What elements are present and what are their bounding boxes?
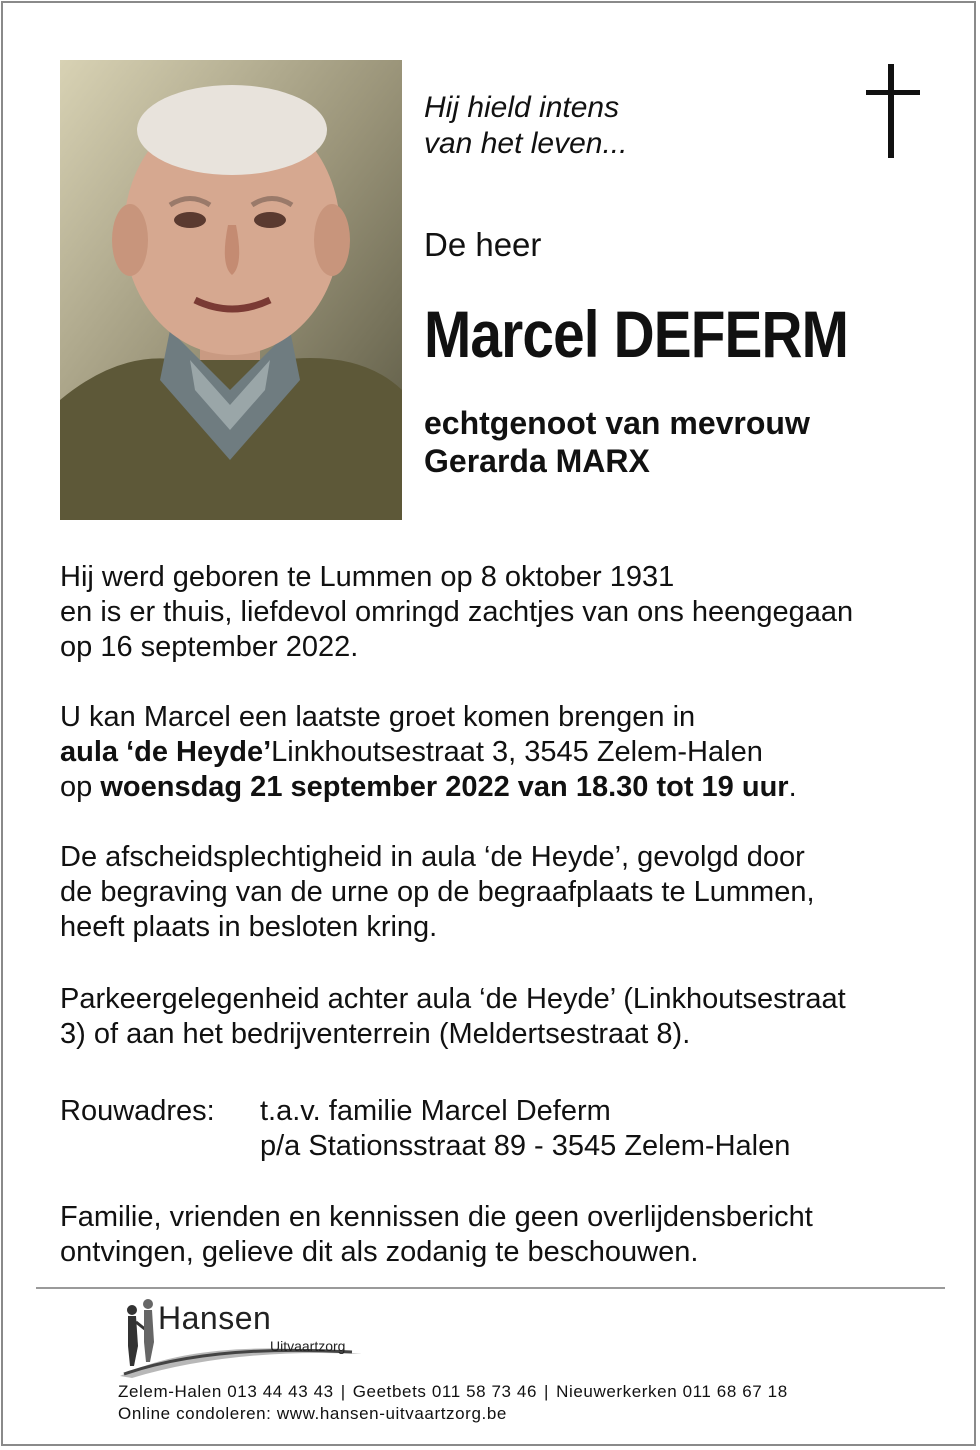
cross-icon	[862, 60, 922, 160]
mourning-address-line-2: p/a Stationsstraat 89 - 3545 Zelem-Halen	[260, 1130, 791, 1162]
date-suffix: .	[788, 771, 797, 803]
phone-geetbets: Geetbets 011 58 73 46	[352, 1382, 538, 1401]
contact-info	[118, 1381, 788, 1425]
closing-line-1: Familie, vrienden en kennissen die geen overlijdensbericht	[60, 1201, 813, 1233]
tagline-line-1: Hij hield intens	[424, 91, 620, 124]
title-prefix: De heer	[424, 226, 542, 263]
logo-subtitle: Uitvaartzorg	[270, 1338, 346, 1354]
venue-address: Linkhoutsestraat 3, 3545 Zelem-Halen	[271, 736, 763, 768]
spouse-line-1: echtgenoot van mevrouw	[424, 405, 810, 441]
visit-date: woensdag 21 september 2022 van 18.30 tot 19 uur	[100, 771, 789, 803]
logo-name: Hansen	[158, 1300, 272, 1336]
separator: |	[340, 1382, 346, 1401]
parking-line-1: Parkeergelegenheid achter aula ‘de Heyde’ (Linkhoutsestraat	[60, 983, 846, 1015]
visit-line-2	[60, 735, 920, 770]
deceased-name: Marcel DEFERM	[424, 297, 849, 371]
birth-line-3: op 16 september 2022.	[60, 631, 359, 663]
visit-line-3	[60, 770, 920, 805]
date-prefix: op	[60, 771, 101, 803]
online-condolence-link[interactable]: Online condoleren: www.hansen-uitvaartzorg.be	[118, 1404, 507, 1423]
footer-divider	[36, 1287, 945, 1289]
parking-paragraph	[60, 982, 920, 1052]
visit-line-1: U kan Marcel een laatste groet komen brengen in	[60, 701, 696, 733]
spouse-info	[424, 404, 810, 480]
mourning-address-label: Rouwadres:	[60, 1095, 215, 1127]
phone-nieuwerkerken: Nieuwerkerken 011 68 67 18	[556, 1382, 788, 1401]
closing-paragraph	[60, 1200, 920, 1270]
birth-line-2: en is er thuis, liefdevol omringd zachtjes van ons heengegaan	[60, 596, 854, 628]
tagline-line-2: van het leven...	[424, 127, 628, 160]
closing-line-2: ontvingen, gelieve dit als zodanig te beschouwen.	[60, 1236, 699, 1268]
mourning-address-value	[260, 1094, 790, 1164]
spouse-line-2: Gerarda MARX	[424, 443, 650, 479]
visit-paragraph	[60, 700, 920, 805]
ceremony-line-1: De afscheidsplechtigheid in aula ‘de Heyde’, gevolgd door	[60, 841, 805, 873]
ceremony-paragraph	[60, 840, 920, 945]
venue-name: aula ‘de Heyde’	[60, 736, 272, 768]
parking-line-2: 3) of aan het bedrijventerrein (Meldertsestraat 8).	[60, 1018, 691, 1050]
ceremony-line-3: heeft plaats in besloten kring.	[60, 911, 438, 943]
tagline	[424, 90, 627, 162]
separator: |	[544, 1382, 550, 1401]
mourning-address-line-1: t.a.v. familie Marcel Deferm	[260, 1095, 611, 1127]
portrait-photo	[60, 60, 402, 520]
birth-paragraph	[60, 560, 920, 665]
phone-numbers	[118, 1381, 788, 1403]
ceremony-line-2: de begraving van de urne op de begraafplaats te Lummen,	[60, 876, 815, 908]
birth-line-1: Hij werd geboren te Lummen op 8 oktober 1931	[60, 561, 675, 593]
phone-zelem-halen: Zelem-Halen 013 44 43 43	[118, 1382, 334, 1401]
